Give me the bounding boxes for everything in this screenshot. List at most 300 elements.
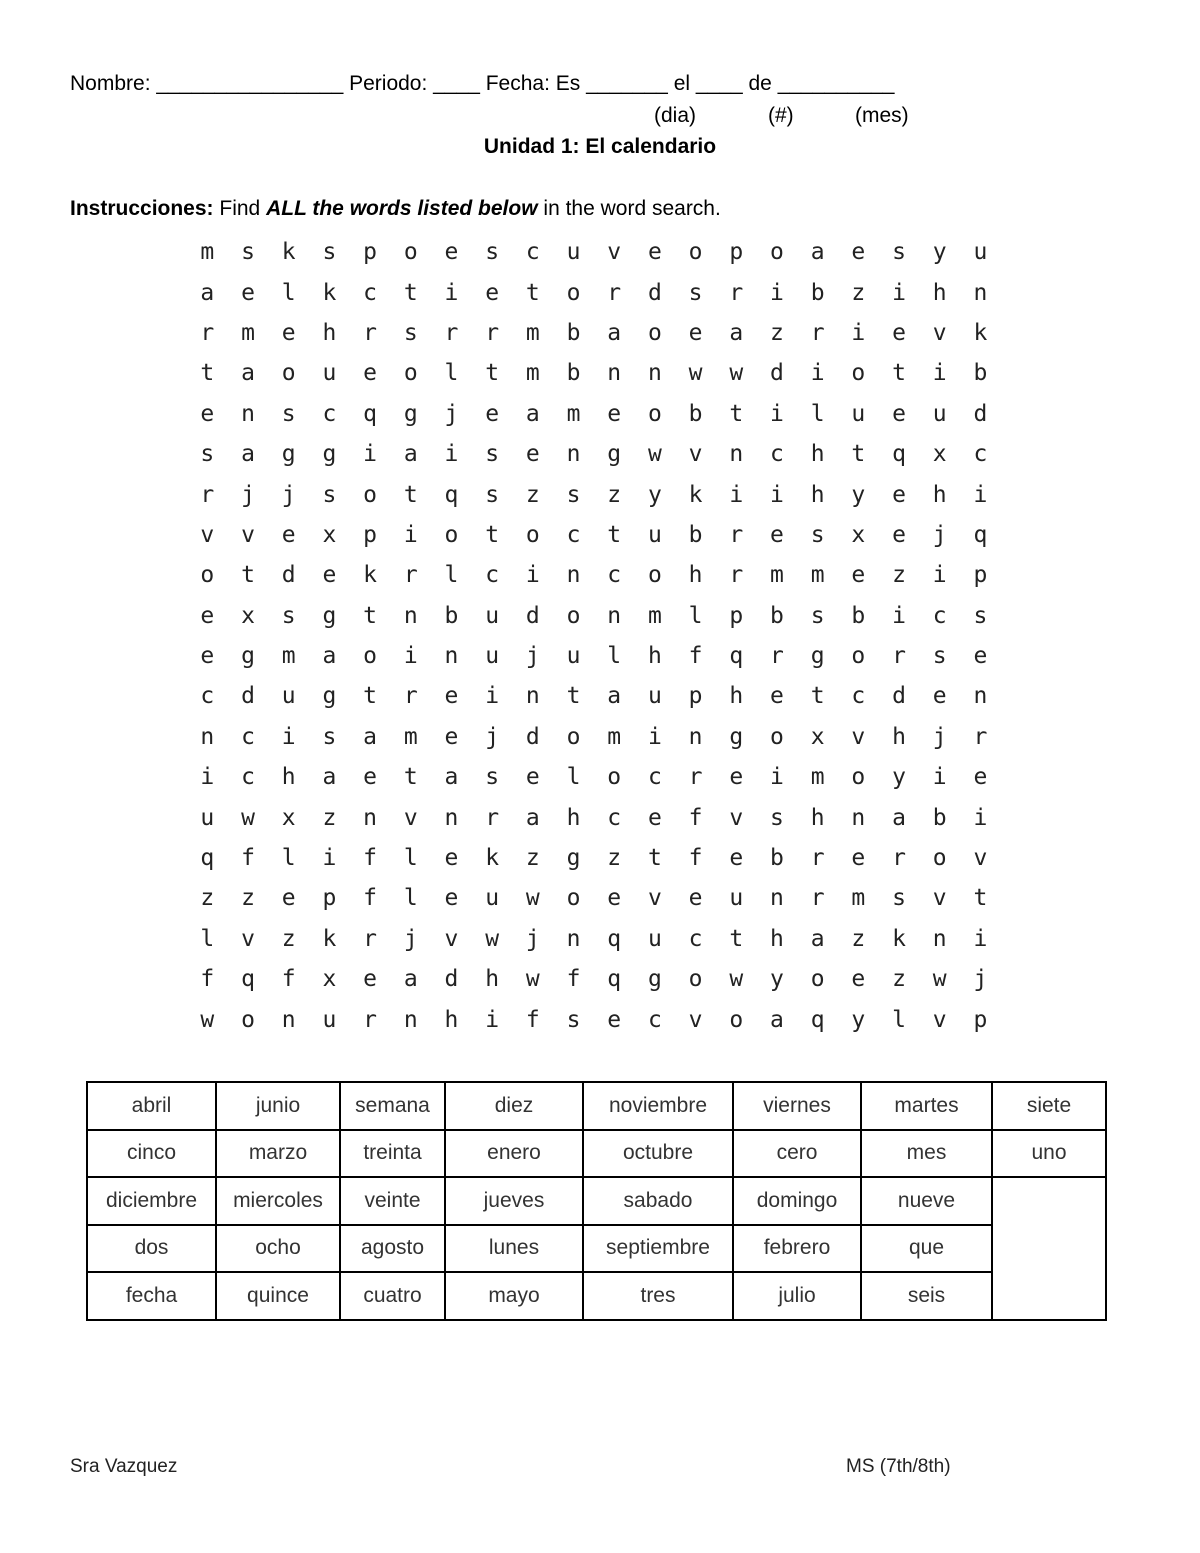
grid-letter: o <box>241 1006 255 1033</box>
grid-letter: e <box>525 764 540 791</box>
fecha-label: Fecha: Es <box>485 72 581 95</box>
grid-letter: c <box>973 441 988 468</box>
grid-letter: j <box>525 643 540 670</box>
grid-letter: o <box>566 885 581 912</box>
grid-row <box>187 838 1001 878</box>
grid-letter: b <box>810 279 825 306</box>
periodo-blank: ____ <box>433 72 480 95</box>
grid-letter: m <box>525 360 540 387</box>
instructions <box>70 197 721 221</box>
grid-row <box>187 313 1001 353</box>
grid-letter: t <box>973 885 988 912</box>
grid-letter: i <box>932 562 947 589</box>
grid-letter: e <box>485 279 500 306</box>
grid-letter: a <box>322 643 337 670</box>
grid-letter: u <box>322 360 337 387</box>
grid-row <box>187 474 1001 514</box>
grid-letter: x <box>322 966 337 993</box>
grid-letter: n <box>688 723 703 750</box>
word-cell: seis <box>861 1272 992 1320</box>
grid-letter: g <box>281 441 296 468</box>
word-cell: agosto <box>340 1225 445 1273</box>
grid-letter: j <box>485 723 500 750</box>
grid-letter: e <box>241 279 255 306</box>
grid-letter: x <box>932 441 947 468</box>
word-cell: mes <box>861 1130 992 1178</box>
grid-letter: k <box>363 562 378 589</box>
grid-letter: q <box>241 966 255 993</box>
grid-letter: k <box>892 925 906 952</box>
grid-letter: v <box>932 1006 947 1033</box>
grid-letter: c <box>647 1006 662 1033</box>
grid-letter: c <box>647 764 662 791</box>
grid-letter: v <box>200 521 215 548</box>
grid-letter: k <box>281 239 296 266</box>
grid-letter: a <box>607 683 622 710</box>
grid-letter: n <box>647 360 662 387</box>
grid-letter: a <box>525 400 540 427</box>
grid-row <box>187 999 1001 1039</box>
grid-letter: q <box>607 925 622 952</box>
grid-letter: h <box>810 481 825 508</box>
grid-letter: p <box>363 239 378 266</box>
grid-letter: t <box>729 925 744 952</box>
grid-letter: t <box>403 279 418 306</box>
dia-blank: _______ <box>586 72 668 95</box>
grid-letter: v <box>729 804 744 831</box>
grid-letter: l <box>892 1006 906 1033</box>
grid-letter: v <box>403 804 418 831</box>
grid-letter: t <box>810 683 825 710</box>
grid-letter: v <box>444 925 459 952</box>
grid-letter: t <box>851 441 866 468</box>
grid-letter: a <box>200 279 215 306</box>
grid-row <box>187 272 1001 312</box>
grid-letter: r <box>607 279 622 306</box>
grid-letter: w <box>729 966 744 993</box>
grid-letter: h <box>932 481 947 508</box>
grid-letter: s <box>973 602 988 629</box>
grid-row <box>187 636 1001 676</box>
grid-letter: z <box>851 925 866 952</box>
grid-letter: u <box>566 239 581 266</box>
grid-letter: c <box>851 683 866 710</box>
grid-letter: g <box>322 441 337 468</box>
grid-letter: n <box>607 360 622 387</box>
grid-letter: j <box>241 481 255 508</box>
grid-letter: b <box>851 602 866 629</box>
grid-letter: l <box>566 764 581 791</box>
word-cell: junio <box>216 1082 340 1130</box>
grid-letter: t <box>485 360 500 387</box>
grid-letter: n <box>363 804 378 831</box>
grid-letter: i <box>770 400 784 427</box>
grid-letter: u <box>973 239 988 266</box>
grid-row <box>187 959 1001 999</box>
grid-row <box>187 555 1001 595</box>
grid-letter: s <box>810 602 825 629</box>
grid-letter: e <box>200 400 215 427</box>
grid-letter: b <box>566 319 581 346</box>
grid-letter: t <box>607 521 622 548</box>
grid-letter: x <box>322 521 337 548</box>
grid-letter: f <box>525 1006 540 1033</box>
page-title: Unidad 1: El calendario <box>483 135 717 158</box>
grid-letter: m <box>566 400 581 427</box>
grid-letter: o <box>281 360 296 387</box>
grid-letter: l <box>688 602 703 629</box>
grid-letter: k <box>973 319 988 346</box>
grid-row <box>187 596 1001 636</box>
grid-letter: e <box>200 643 215 670</box>
grid-letter: x <box>810 723 825 750</box>
word-cell: lunes <box>445 1225 583 1273</box>
grid-letter: r <box>444 319 459 346</box>
grid-letter: i <box>322 845 337 872</box>
grid-letter: f <box>241 845 255 872</box>
grid-letter: e <box>444 845 459 872</box>
grid-letter: s <box>241 239 255 266</box>
grid-letter: n <box>241 400 255 427</box>
grid-letter: t <box>892 360 906 387</box>
grid-letter: b <box>566 360 581 387</box>
grid-letter: l <box>200 925 215 952</box>
grid-letter: z <box>241 885 255 912</box>
grid-letter: s <box>485 239 500 266</box>
grid-letter: d <box>281 562 296 589</box>
grid-letter: c <box>932 602 947 629</box>
grid-letter: r <box>810 319 825 346</box>
grid-letter: e <box>851 239 866 266</box>
grid-letter: a <box>525 804 540 831</box>
grid-letter: r <box>729 521 744 548</box>
grid-letter: e <box>729 845 744 872</box>
grid-letter: n <box>932 925 947 952</box>
word-cell: domingo <box>733 1177 861 1225</box>
grid-letter: k <box>322 925 337 952</box>
grid-letter: w <box>647 441 662 468</box>
grid-letter: u <box>566 643 581 670</box>
grid-letter: p <box>729 602 744 629</box>
grid-letter: e <box>444 239 459 266</box>
word-cell: miercoles <box>216 1177 340 1225</box>
de-label: de <box>748 72 772 95</box>
grid-letter: t <box>403 481 418 508</box>
grid-letter: n <box>281 1006 296 1033</box>
grid-letter: o <box>607 764 622 791</box>
grid-letter: u <box>485 602 500 629</box>
grid-letter: z <box>607 845 622 872</box>
grid-row <box>187 394 1001 434</box>
grid-letter: u <box>647 521 662 548</box>
grid-letter: f <box>200 966 215 993</box>
grid-letter: a <box>322 764 337 791</box>
mes-hint: (mes) <box>855 104 909 127</box>
grid-letter: q <box>892 441 906 468</box>
grid-letter: y <box>770 966 784 993</box>
grid-letter: l <box>281 279 296 306</box>
grid-letter: r <box>363 319 378 346</box>
grid-letter: e <box>363 360 378 387</box>
grid-letter: y <box>851 481 866 508</box>
grid-letter: r <box>810 845 825 872</box>
grid-letter: n <box>851 804 866 831</box>
grid-letter: g <box>322 683 337 710</box>
grid-letter: e <box>363 966 378 993</box>
instructions-emphasis: ALL the words listed below <box>266 197 538 220</box>
grid-letter: e <box>281 319 296 346</box>
grid-letter: z <box>892 966 906 993</box>
grid-letter: r <box>770 643 784 670</box>
grid-letter: o <box>403 239 418 266</box>
footer-grade: MS (7th/8th) <box>846 1456 951 1477</box>
nombre-blank: ________________ <box>156 72 344 95</box>
grid-letter: f <box>688 845 703 872</box>
grid-letter: n <box>607 602 622 629</box>
word-cell: sabado <box>583 1177 733 1225</box>
grid-letter: z <box>770 319 784 346</box>
grid-letter: z <box>851 279 866 306</box>
grid-letter: i <box>892 279 906 306</box>
grid-letter: z <box>607 481 622 508</box>
grid-letter: e <box>607 400 622 427</box>
grid-letter: s <box>403 319 418 346</box>
grid-letter: q <box>729 643 744 670</box>
grid-letter: e <box>932 683 947 710</box>
grid-letter: c <box>485 562 500 589</box>
word-cell: cero <box>733 1130 861 1178</box>
grid-letter: g <box>647 966 662 993</box>
grid-letter: n <box>566 441 581 468</box>
grid-letter: h <box>729 683 744 710</box>
grid-letter: a <box>444 764 459 791</box>
grid-letter: i <box>851 319 866 346</box>
grid-letter: m <box>525 319 540 346</box>
grid-letter: a <box>729 319 744 346</box>
grid-letter: u <box>485 643 500 670</box>
grid-letter: s <box>322 239 337 266</box>
grid-letter: s <box>810 521 825 548</box>
grid-letter: c <box>363 279 378 306</box>
grid-letter: s <box>770 804 784 831</box>
grid-letter: j <box>281 481 296 508</box>
grid-letter: i <box>403 643 418 670</box>
grid-letter: g <box>810 643 825 670</box>
grid-letter: e <box>200 602 215 629</box>
word-table-row <box>87 1225 1106 1273</box>
grid-letter: b <box>770 845 784 872</box>
grid-letter: t <box>729 400 744 427</box>
grid-letter: e <box>444 683 459 710</box>
word-cell: que <box>861 1225 992 1273</box>
grid-letter: e <box>973 764 988 791</box>
grid-letter: i <box>892 602 906 629</box>
grid-letter: h <box>485 966 500 993</box>
grid-letter: p <box>688 683 703 710</box>
grid-letter: i <box>770 481 784 508</box>
grid-letter: y <box>932 239 947 266</box>
grid-letter: s <box>200 441 215 468</box>
grid-letter: h <box>810 804 825 831</box>
grid-row <box>187 353 1001 393</box>
grid-letter: p <box>973 1006 988 1033</box>
grid-letter: s <box>322 723 337 750</box>
word-cell: quince <box>216 1272 340 1320</box>
grid-letter: i <box>281 723 296 750</box>
word-cell: marzo <box>216 1130 340 1178</box>
grid-letter: y <box>851 1006 866 1033</box>
grid-letter: o <box>363 643 378 670</box>
grid-letter: h <box>688 562 703 589</box>
word-cell: tres <box>583 1272 733 1320</box>
grid-letter: p <box>973 562 988 589</box>
word-cell: diez <box>445 1082 583 1130</box>
grid-row <box>187 515 1001 555</box>
grid-letter: e <box>647 804 662 831</box>
grid-letter: g <box>322 602 337 629</box>
grid-letter: o <box>647 400 662 427</box>
grid-letter: c <box>566 521 581 548</box>
grid-letter: p <box>322 885 337 912</box>
grid-letter: h <box>810 441 825 468</box>
grid-letter: i <box>932 360 947 387</box>
grid-letter: r <box>200 319 215 346</box>
grid-letter: z <box>200 885 215 912</box>
grid-letter: e <box>281 521 296 548</box>
nombre-label: Nombre: <box>70 72 151 95</box>
num-hint: (#) <box>768 104 794 127</box>
grid-letter: j <box>932 521 947 548</box>
grid-letter: s <box>892 239 906 266</box>
grid-letter: m <box>647 602 662 629</box>
grid-letter: o <box>525 521 540 548</box>
grid-letter: i <box>485 683 500 710</box>
grid-letter: k <box>688 481 703 508</box>
grid-letter: d <box>525 602 540 629</box>
footer-teacher: Sra Vazquez <box>70 1456 178 1477</box>
grid-letter: e <box>363 764 378 791</box>
grid-letter: i <box>647 723 662 750</box>
grid-letter: e <box>485 400 500 427</box>
grid-letter: u <box>322 1006 337 1033</box>
grid-letter: g <box>241 643 255 670</box>
grid-letter: e <box>973 643 988 670</box>
grid-letter: b <box>444 602 459 629</box>
grid-letter: c <box>607 562 622 589</box>
grid-letter: a <box>810 925 825 952</box>
word-cell: dos <box>87 1225 216 1273</box>
grid-letter: b <box>932 804 947 831</box>
word-search-grid <box>187 232 1001 1040</box>
word-cell: octubre <box>583 1130 733 1178</box>
word-cell: noviembre <box>583 1082 733 1130</box>
grid-letter: s <box>281 400 296 427</box>
word-cell: febrero <box>733 1225 861 1273</box>
grid-letter: h <box>281 764 296 791</box>
grid-letter: c <box>322 400 337 427</box>
grid-letter: i <box>363 441 378 468</box>
word-cell: septiembre <box>583 1225 733 1273</box>
grid-letter: w <box>200 1006 215 1033</box>
grid-letter: g <box>566 845 581 872</box>
grid-letter: u <box>729 885 744 912</box>
grid-letter: f <box>688 643 703 670</box>
grid-letter: e <box>729 764 744 791</box>
grid-letter: l <box>607 643 622 670</box>
grid-letter: o <box>200 562 215 589</box>
grid-letter: r <box>363 925 378 952</box>
grid-letter: e <box>322 562 337 589</box>
grid-letter: u <box>647 683 662 710</box>
grid-letter: o <box>770 723 784 750</box>
grid-row <box>187 757 1001 797</box>
grid-row <box>187 797 1001 837</box>
grid-letter: q <box>363 400 378 427</box>
grid-letter: m <box>281 643 296 670</box>
grid-letter: x <box>241 602 255 629</box>
grid-letter: u <box>200 804 215 831</box>
word-table-row <box>87 1130 1106 1178</box>
grid-letter: s <box>566 481 581 508</box>
grid-letter: d <box>973 400 988 427</box>
grid-letter: i <box>973 804 988 831</box>
grid-letter: k <box>485 845 500 872</box>
grid-letter: j <box>444 400 459 427</box>
grid-letter: t <box>403 764 418 791</box>
grid-row <box>187 434 1001 474</box>
grid-letter: w <box>485 925 500 952</box>
grid-letter: e <box>525 441 540 468</box>
grid-letter: l <box>444 562 459 589</box>
grid-letter: a <box>241 441 255 468</box>
grid-letter: l <box>444 360 459 387</box>
word-cell: julio <box>733 1272 861 1320</box>
grid-letter: l <box>281 845 296 872</box>
grid-letter: m <box>810 764 825 791</box>
grid-letter: n <box>566 925 581 952</box>
grid-letter: i <box>525 562 540 589</box>
grid-letter: s <box>281 602 296 629</box>
grid-letter: n <box>566 562 581 589</box>
grid-letter: l <box>403 885 418 912</box>
grid-letter: g <box>729 723 744 750</box>
grid-letter: i <box>729 481 744 508</box>
grid-letter: e <box>444 885 459 912</box>
grid-letter: u <box>851 400 866 427</box>
grid-letter: c <box>770 441 784 468</box>
grid-letter: k <box>322 279 337 306</box>
grid-row <box>187 676 1001 716</box>
grid-letter: o <box>770 239 784 266</box>
grid-letter: o <box>851 643 866 670</box>
grid-letter: r <box>688 764 703 791</box>
grid-letter: f <box>281 966 296 993</box>
grid-letter: b <box>688 521 703 548</box>
grid-letter: n <box>444 804 459 831</box>
grid-letter: e <box>281 885 296 912</box>
grid-letter: i <box>932 764 947 791</box>
grid-letter: j <box>525 925 540 952</box>
grid-letter: f <box>688 804 703 831</box>
grid-letter: y <box>647 481 662 508</box>
grid-letter: q <box>973 521 988 548</box>
grid-letter: e <box>444 723 459 750</box>
grid-letter: j <box>932 723 947 750</box>
grid-letter: m <box>200 239 215 266</box>
grid-letter: z <box>525 481 540 508</box>
grid-letter: s <box>932 643 947 670</box>
grid-letter: c <box>688 925 703 952</box>
